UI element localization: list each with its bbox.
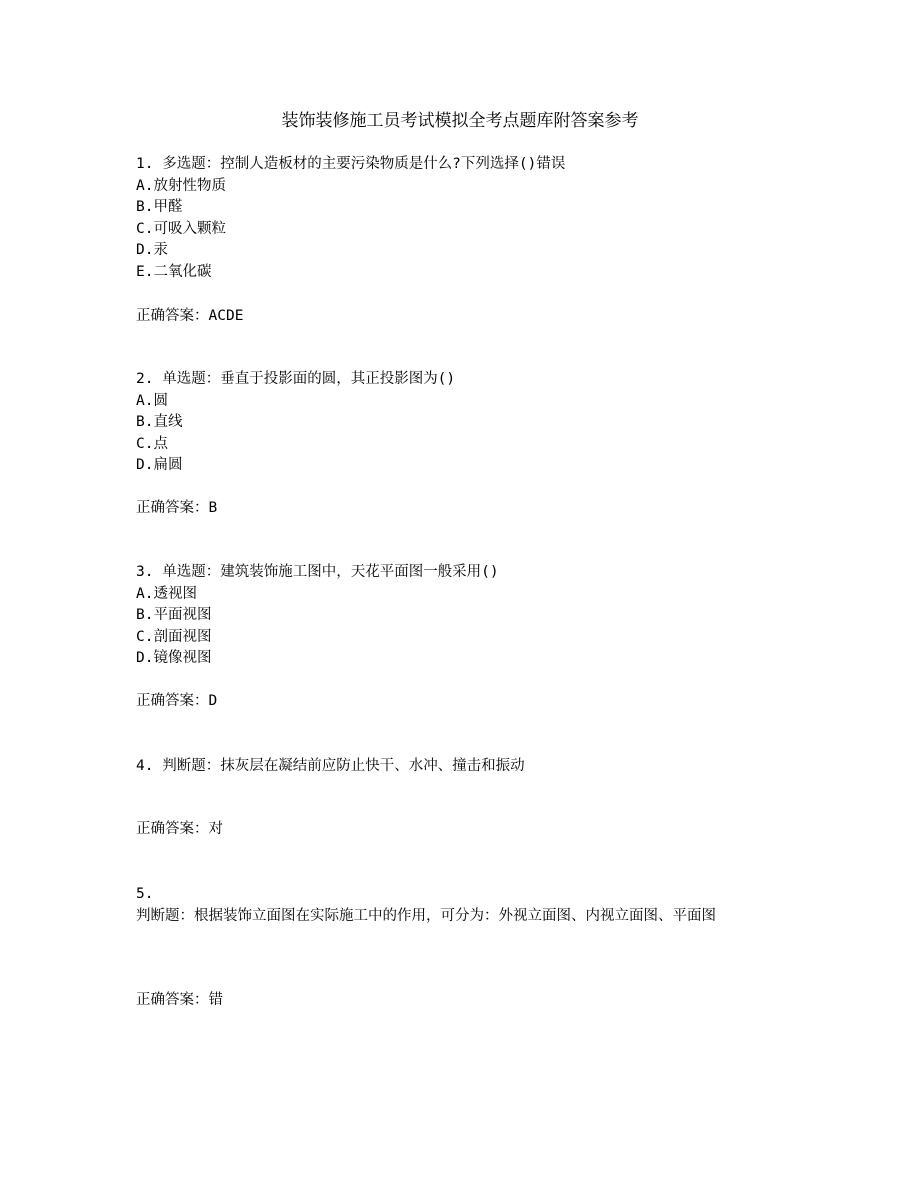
option-a: A.圆: [136, 392, 168, 409]
question-stem: 2. 单选题：垂直于投影面的圆，其正投影图为(): [136, 371, 456, 387]
question-5: [136, 884, 796, 927]
answer-3: 正确答案：D: [136, 693, 218, 709]
option-d: D.扁圆: [136, 457, 183, 473]
answer-5: 正确答案：错: [136, 992, 223, 1008]
question-stem: 3. 单选题：建筑装饰施工图中，天花平面图一般采用(): [136, 564, 499, 580]
option-c: C.点: [136, 435, 168, 452]
question-2: [136, 369, 796, 477]
option-c: C.可吸入颗粒: [136, 220, 226, 237]
option-d: D.镜像视图: [136, 650, 212, 666]
question-stem: 判断题：根据装饰立面图在实际施工中的作用，可分为：外视立面图、内视立面图、平面图: [136, 907, 716, 924]
question-3: [136, 562, 796, 670]
question-4: [136, 756, 796, 778]
option-b: B.甲醛: [136, 199, 183, 215]
option-c: C.剖面视图: [136, 628, 212, 645]
question-1: [136, 154, 796, 283]
question-stem: 4. 判断题：抹灰层在凝结前应防止快干、水冲、撞击和振动: [136, 758, 525, 774]
option-e: E.二氧化碳: [136, 263, 212, 280]
question-number: 5.: [136, 886, 154, 902]
option-d: D.汞: [136, 242, 168, 258]
option-b: B.平面视图: [136, 607, 212, 623]
answer-2: 正确答案：B: [136, 500, 218, 516]
option-b: B.直线: [136, 414, 183, 430]
document-title: 装饰装修施工员考试模拟全考点题库附答案参考: [281, 111, 639, 131]
option-a: A.放射性物质: [136, 177, 226, 194]
question-stem: 1. 多选题：控制人造板材的主要污染物质是什么?下列选择()错误: [136, 156, 566, 172]
answer-4: 正确答案：对: [136, 821, 223, 837]
answer-1: 正确答案：ACDE: [136, 308, 244, 324]
option-a: A.透视图: [136, 585, 197, 602]
